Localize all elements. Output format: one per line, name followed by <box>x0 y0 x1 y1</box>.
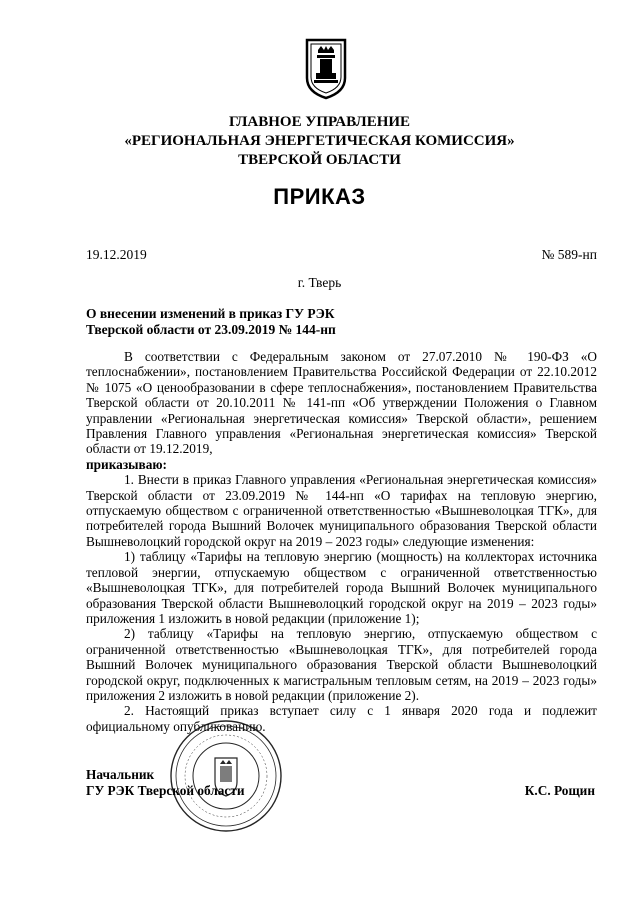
document-date: 19.12.2019 <box>86 247 147 262</box>
signer-position-line2: ГУ РЭК Тверской области <box>86 782 245 798</box>
item-1-1-paragraph: 1) таблицу «Тарифы на тепловую энергию (мощность) на коллекторах источника тепловой энергии, отпускаемую обществом с ограниченной ответственностью «Вышневолоцкая ТГК», для потребителей города Вышний Волочек муниципального образования Тверской области Вышневолоцкий городской округ на 2019 – 2023 годы» приложения 1 изложить в новой редакции (приложение 1); <box>86 549 597 626</box>
signer-name: К.С. Рощин <box>524 783 595 798</box>
item-1-paragraph: 1. Внести в приказ Главного управления «Региональная энергетическая комиссия» Тверской области от 23.09.2019 № 144-нп «О тарифах на тепловую энергию, отпускаемую обществом с ограниченной ответственностью «Вышневолоцкая ТГК», для потребителей города Вышний Волочек муниципального образования Тверской области Вышневолоцкий городской округ на 2019 – 2023 годы» следующие изменения: <box>86 472 597 549</box>
document-number: № 589-нп <box>541 247 597 262</box>
signer-position <box>86 767 245 798</box>
org-name-line2: «РЕГИОНАЛЬНАЯ ЭНЕРГЕТИЧЕСКАЯ КОМИССИЯ» <box>124 133 515 149</box>
signer-position-line1: Начальник <box>86 767 155 782</box>
document-type-title: ПРИКАЗ <box>273 184 366 209</box>
document-subject <box>86 306 426 338</box>
document-city: г. Тверь <box>297 275 342 290</box>
orders-word: приказываю: <box>86 456 167 472</box>
subject-line2: Тверской области от 23.09.2019 № 144-нп <box>86 322 336 337</box>
subject-line1: О внесении изменений в приказ ГУ РЭК <box>86 306 335 321</box>
tver-coat-of-arms-icon <box>304 38 348 100</box>
org-name-line3: ТВЕРСКОЙ ОБЛАСТИ <box>238 152 401 168</box>
item-2-paragraph: 2. Настоящий приказ вступает силу с 1 января 2020 года и подлежит официальному опубликованию. <box>86 703 597 734</box>
document-body <box>86 349 597 734</box>
preamble-paragraph: В соответствии с Федеральным законом от 27.07.2010 № 190-ФЗ «О теплоснабжении», постановлением Правительства Российской Федерации от 22.10.2012 № 1075 «О ценообразовании в сфере теплоснабжения», постановлением Правительства Тверской области от 20.10.2011 № 141-пп «Об утверждении Положения о Главном управлении «Региональная энергетическая комиссия» Тверской области», решением Правления Главного управления «Региональная энергетическая комиссия» Тверской области от 19.12.2019, <box>86 349 597 457</box>
item-1-2-paragraph: 2) таблицу «Тарифы на тепловую энергию, отпускаемую обществом с ограниченной ответственностью «Вышневолоцкая ТГК», для потребителей города Вышний Волочек муниципального образования Тверской области Вышневолоцкий городской округ, подключенных к магистральным тепловым сетям, на 2019 – 2023 годы» приложения 2 изложить в новой редакции (приложение 2). <box>86 626 597 703</box>
org-name-line1: ГЛАВНОЕ УПРАВЛЕНИЕ <box>228 114 411 130</box>
